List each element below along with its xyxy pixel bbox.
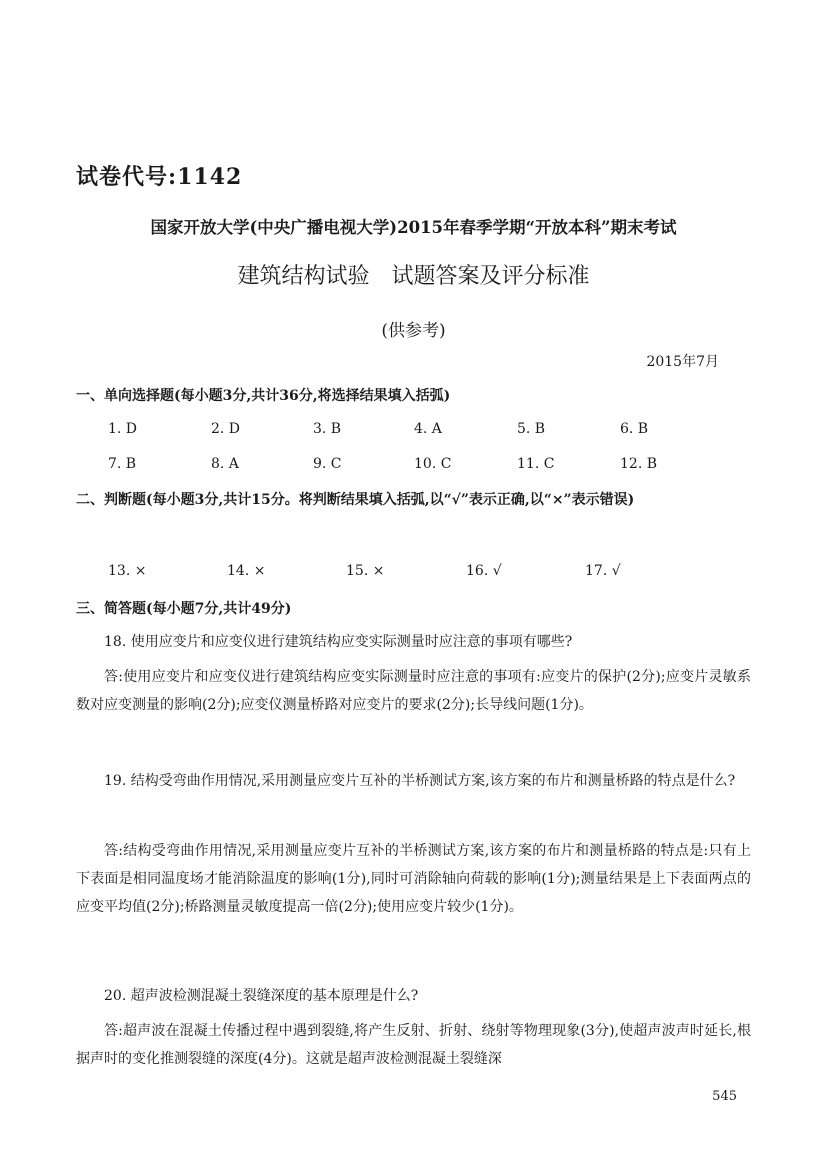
answer-row-1 [0, 421, 827, 445]
answer-item: 16. √ [466, 563, 502, 579]
answer-item: 1. D [108, 421, 138, 437]
section1-heading: 一、单向选择题(每小题3分,共计36分,将选择结果填入括弧) [76, 388, 451, 404]
answer-item: 4. A [414, 421, 442, 437]
answer-row-2 [0, 456, 827, 480]
answer-item: 2. D [211, 421, 241, 437]
answer-item: 17. √ [585, 563, 621, 579]
answer-item: 15. × [346, 563, 385, 579]
answer-item: 13. × [108, 563, 147, 579]
answer-item: 5. B [517, 421, 546, 437]
answer-item: 11. C [517, 456, 555, 472]
answer-18: 答:使用应变片和应变仪进行建筑结构应变实际测量时应注意的事项有:应变片的保护(2分);应变片灵敏系数对应变测量的影响(2分);应变仪测量桥路对应变片的要求(2分);长导线问题(1分)。 [76, 669, 751, 713]
question-18: 18. 使用应变片和应变仪进行建筑结构应变实际测量时应注意的事项有哪些? [104, 634, 573, 650]
reference-note: (供参考) [381, 321, 446, 341]
page-title: 建筑结构试验 试题答案及评分标准 [237, 264, 590, 289]
section3-heading: 三、简答题(每小题7分,共计49分) [76, 601, 292, 617]
page-number: 545 [712, 1089, 737, 1104]
answer-item: 14. × [227, 563, 266, 579]
answer-item: 3. B [313, 421, 342, 437]
university-exam-line: 国家开放大学(中央广播电视大学)2015年春季学期“开放本科”期末考试 [150, 218, 677, 237]
answer-item: 9. C [313, 456, 342, 472]
question-19: 19. 结构受弯曲作用情况,采用测量应变片互补的半桥测试方案,该方案的布片和测量桥路的特点是什么? [104, 773, 736, 789]
answer-20: 答:超声波在混凝土传播过程中遇到裂缝,将产生反射、折射、绕射等物理现象(3分),使超声波声时延长,根据声时的变化推测裂缝的深度(4分)。这就是超声波检测混凝土裂缝深 [76, 1023, 751, 1067]
answer-item: 10. C [414, 456, 452, 472]
question-20: 20. 超声波检测混凝土裂缝深度的基本原理是什么? [104, 988, 419, 1004]
judgement-answer-row [0, 563, 827, 587]
answer-item: 6. B [620, 421, 649, 437]
paper-code: 试卷代号:1142 [76, 164, 243, 190]
answer-item: 12. B [620, 456, 658, 472]
exam-date: 2015年7月 [646, 354, 719, 370]
section2-heading: 二、判断题(每小题3分,共计15分。将判断结果填入括弧,以“√”表示正确,以“×”表示错误) [76, 492, 635, 508]
answer-item: 8. A [211, 456, 239, 472]
answer-item: 7. B [108, 456, 137, 472]
answer-19: 答:结构受弯曲作用情况,采用测量应变片互补的半桥测试方案,该方案的布片和测量桥路的特点是:只有上下表面是相同温度场才能消除温度的影响(1分),同时可消除轴向荷载的影响(1分);测量结果是上下表面两点的应变平均值(2分);桥路测量灵敏度提高一倍(2分);使用应变片较少(1分)。 [76, 843, 751, 915]
